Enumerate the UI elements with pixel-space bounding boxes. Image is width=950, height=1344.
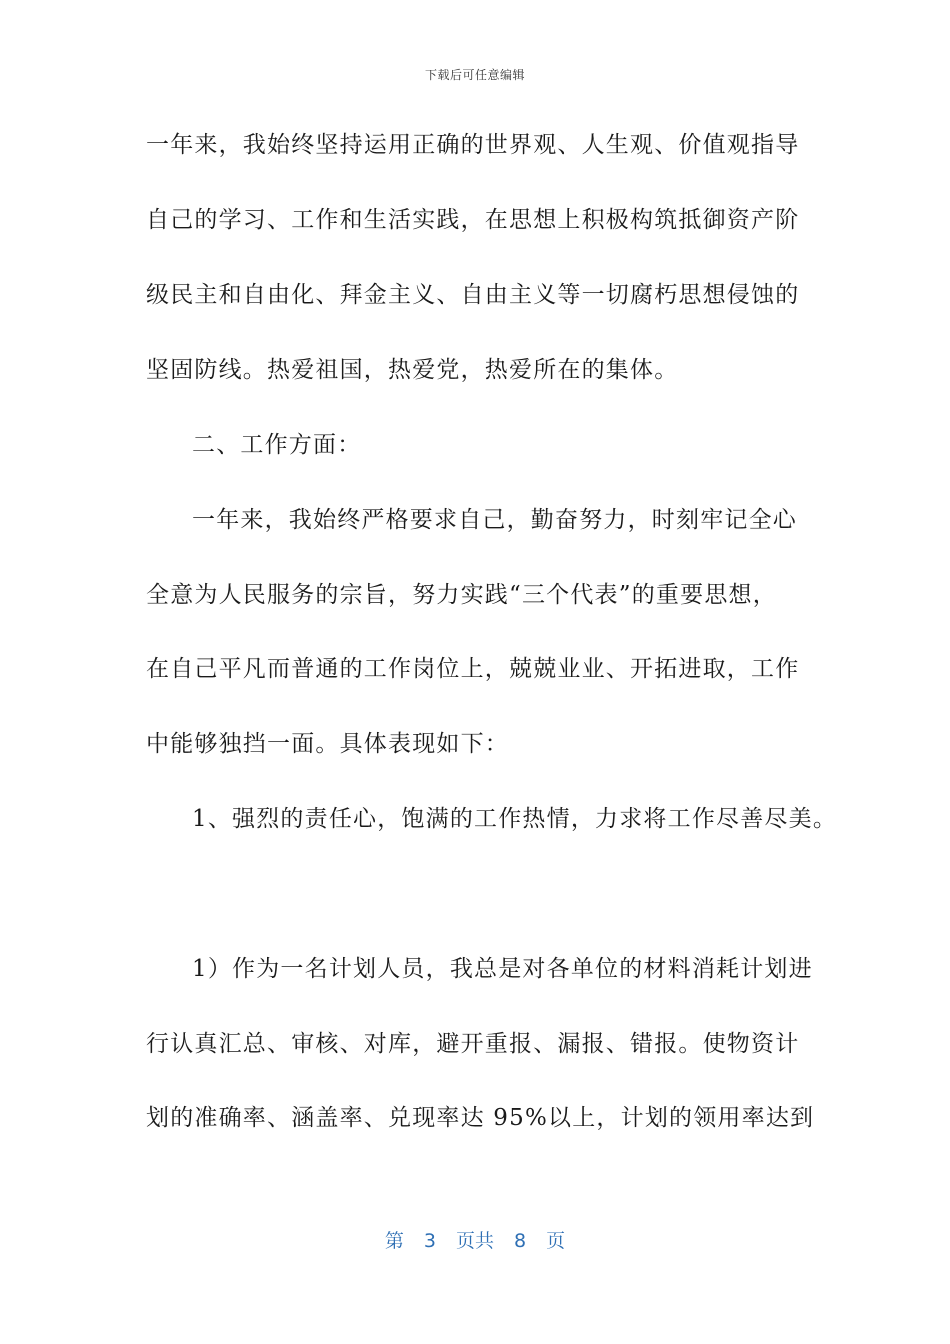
page-number-footer: 第 3 页共 8 页 bbox=[384, 1230, 566, 1252]
body-line-1: 一年来，我始终坚持运用正确的世界观、人生观、价值观指导 bbox=[146, 132, 800, 158]
body-line-13: 划的准确率、涵盖率、兑现率达 95%以上，计划的领用率达到 bbox=[146, 1105, 815, 1131]
body-line-3: 级民主和自由化、拜金主义、自由主义等一切腐朽思想侵蚀的 bbox=[146, 282, 800, 308]
body-line-8: 在自己平凡而普通的工作岗位上，兢兢业业、开拓进取，工作 bbox=[146, 656, 800, 682]
body-line-7: 全意为人民服务的宗旨，努力实践“三个代表”的重要思想， bbox=[146, 582, 777, 608]
list-item-1: 1、强烈的责任心，饱满的工作热情，力求将工作尽善尽美。 bbox=[192, 806, 838, 832]
body-line-4: 坚固防线。热爱祖国，热爱党，热爱所在的集体。 bbox=[146, 357, 679, 383]
page-header-note: 下载后可任意编辑 bbox=[424, 68, 525, 82]
sub-item-1: 1）作为一名计划人员，我总是对各单位的材料消耗计划进 bbox=[192, 956, 813, 982]
body-line-9: 中能够独挡一面。具体表现如下： bbox=[146, 731, 509, 757]
body-line-2: 自己的学习、工作和生活实践，在思想上积极构筑抵御资产阶 bbox=[146, 207, 800, 233]
body-line-6: 一年来，我始终严格要求自己，勤奋努力，时刻牢记全心 bbox=[192, 507, 797, 533]
section-heading-work: 二、工作方面： bbox=[192, 432, 362, 458]
body-line-12: 行认真汇总、审核、对库，避开重报、漏报、错报。使物资计 bbox=[146, 1031, 800, 1057]
